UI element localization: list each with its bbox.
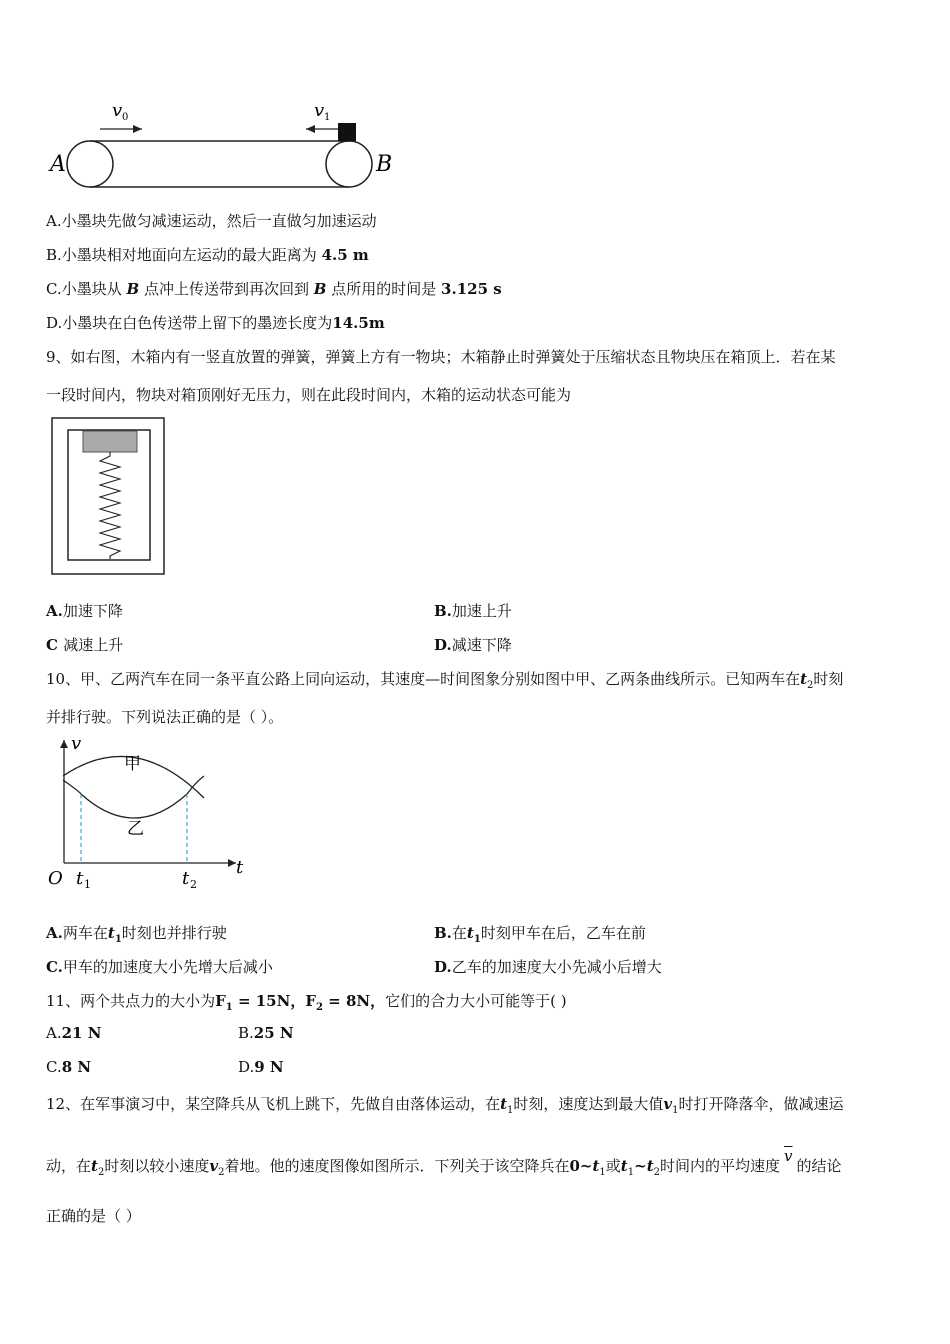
q9-option-a: A.加速下降 [46, 602, 123, 620]
q11-option-c: C.8 N [46, 1058, 92, 1076]
graph-v-axis-label: v [71, 733, 82, 754]
v-bar-symbol: $\overline{v}$ [784, 1147, 793, 1165]
q10-line-1: 10、甲、乙两汽车在同一条平直公路上同向运动，其速度—时间图象分别如图中甲、乙两条曲线所示。已知两车在$t_2$时刻 [46, 670, 844, 691]
graph-t2-subscript: 2 [190, 878, 197, 891]
q8-option-c: C.小墨块从 B 点冲上传送带到再次回到 B 点所用的时间是 3.125 s [46, 280, 502, 298]
v1-subscript: 1 [324, 112, 331, 123]
label-a: A [50, 152, 66, 177]
q11-option-b: B.25 N [238, 1024, 294, 1042]
velocity-time-graph [44, 732, 254, 892]
q12-line-2: 动，在$t_2$时刻以较小速度$v_2$着地。他的速度图像如图所示．下列关于该空降兵在$0\sim t_1$或$t_1\sim t_2$时间内的平均速度$\overline{v}$的结论 [46, 1147, 842, 1178]
q9-line-1: 9、如右图，木箱内有一竖直放置的弹簧，弹簧上方有一物块；木箱静止时弹簧处于压缩状态且物块压在箱顶上．若在某 [46, 348, 836, 366]
label-b: B [376, 152, 393, 177]
graph-t2-label: t [182, 868, 190, 889]
graph-yi-label: 乙 [127, 819, 144, 839]
q11-option-d: D.9 N [238, 1058, 284, 1076]
q8-option-d: D.小墨块在白色传送带上留下的墨迹长度为14.5m [46, 314, 385, 332]
q12-line-1: 12、在军事演习中，某空降兵从飞机上跳下，先做自由落体运动，在$t_1$时刻，速度达到最大值$v_1$时打开降落伞，做减速运 [46, 1095, 844, 1116]
q9-option-b: B.加速上升 [434, 602, 512, 620]
graph-origin-label: O [48, 868, 63, 889]
q10-option-d: D.乙车的加速度大小先减小后增大 [434, 958, 662, 976]
q10-line-2: 并排行驶。下列说法正确的是（ ）。 [46, 708, 284, 726]
graph-t-axis-label: t [236, 857, 244, 878]
v1-label: v [314, 100, 325, 121]
v0-label: v [112, 100, 123, 121]
q11-option-a: A.21 N [46, 1024, 102, 1042]
q10-option-a: A.两车在$t_1$时刻也并排行驶 [46, 924, 227, 945]
conveyor-belt-figure [44, 96, 404, 196]
graph-t1-label: t [76, 868, 84, 889]
q10-option-c: C.甲车的加速度大小先增大后减小 [46, 958, 273, 976]
spring-box-figure [50, 416, 168, 578]
v0-subscript: 0 [122, 112, 129, 123]
q10-option-b: B.在$t_1$时刻甲车在后，乙车在前 [434, 924, 646, 945]
graph-jia-label: 甲 [124, 754, 141, 774]
q11-stem: 11、两个共点力的大小为$F_1 = 15N$，$F_2 = 8N$，它们的合力大小可能等于( ) [46, 992, 567, 1013]
q9-option-c: C 减速上升 [46, 636, 124, 654]
graph-t1-subscript: 1 [84, 878, 91, 891]
q8-option-b: B.小墨块相对地面向左运动的最大距离为 4.5 m [46, 246, 369, 264]
q9-option-d: D.减速下降 [434, 636, 512, 654]
q12-line-3: 正确的是（ ） [46, 1207, 141, 1225]
q8-option-a: A.小墨块先做匀减速运动，然后一直做匀加速运动 [46, 212, 377, 230]
q9-line-2: 一段时间内，物块对箱顶刚好无压力，则在此段时间内，木箱的运动状态可能为 [46, 386, 572, 404]
